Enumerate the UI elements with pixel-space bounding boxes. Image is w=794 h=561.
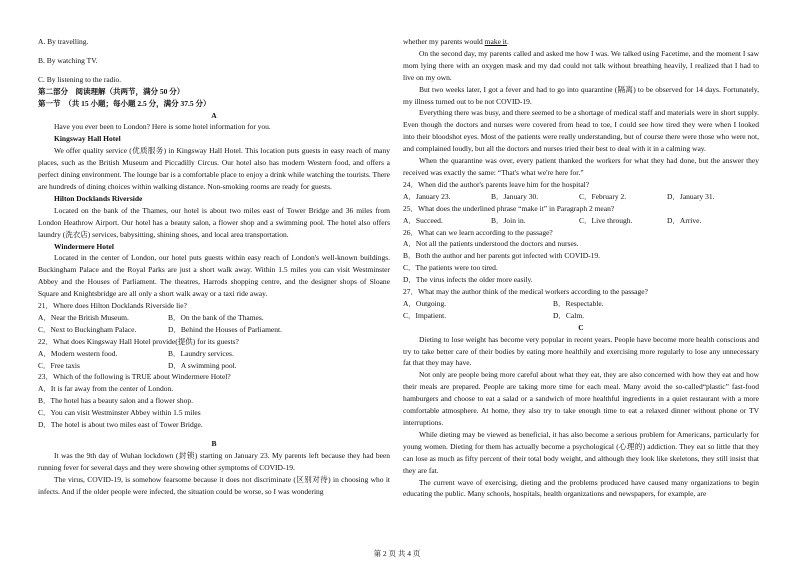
q20-option-c: C. By listening to the radio. <box>38 74 122 84</box>
page-footer: 第 2 页 共 4 页 <box>373 549 421 558</box>
q26-option-c: C．The patients were too tired. <box>403 263 498 273</box>
section1-title: 第一节 （共 15 小题；每小题 2.5 分，满分 37.5 分） <box>38 98 211 108</box>
continued-text: whether my parents would <box>403 37 485 46</box>
q27-option-a: A．Outgoing. <box>403 298 447 308</box>
question-25: 25．What does the underlined phrase “make it” in Paragraph 2 mean? <box>403 203 615 213</box>
passage-b-para5: Everything there was busy, and there seemed to be a shortage of medical staff and materials were in short supply. Even though the doctors and nurses were covered from head to toe, I could see how tired they were when I looked into their bloodshot eyes. Most of the patients were really understanding, but of course there were those who were not, and complained loudly, but all the doctors and nurses tried their best to deal with it in a calming way. <box>403 108 759 154</box>
q21-options-row2 <box>38 324 390 336</box>
hotel3-text: Located in the center of London, our hotel puts guests within easy reach of London's well-known buildings. Buckingham Palace and the Royal Parks are just a short walk away. Within 1.5 miles you can visit Westminster Abbey and the Houses of Parliament. The theatres, Harrods shopping centre, and the designer shops of Sloane Square and Knightsbridge are all only a short walk away or a taxi ride away. <box>38 253 390 299</box>
hotel2-text: Located on the bank of the Thames, our hotel is about two miles east of Tower Bridge and 36 miles from London Heathrow Airport. Our hotel has a beauty salon, a flower shop and a swimming pool. The hotel also offers laundry (洗衣店) services, babysitting, shining shoes, and local area transportation. <box>38 205 390 239</box>
left-column <box>38 36 390 498</box>
q21-option-a: A．Near the British Museum. <box>38 312 129 322</box>
q24-option-a: A．January 23. <box>403 191 451 201</box>
right-column <box>403 36 759 500</box>
passage-c-para3: While dieting may be viewed as beneficial, it has also become a serious problem for Americans, particularly for young women. Dieting for them has actually become a psychological (心理的) addiction. They eat so little that they can lose as much as fifty percent of their total body weight, and although they look like skeletons, they still insist that they are fat. <box>403 429 759 475</box>
q20-option-a: A. By travelling. <box>38 37 89 46</box>
q22-option-d: D．A swimming pool. <box>168 360 237 370</box>
passage-a-letter: A <box>211 110 217 120</box>
q24-option-d: D．January 31. <box>667 191 715 201</box>
q25-options <box>403 215 759 227</box>
q26-option-d: D．The virus infects the older more easily. <box>403 275 533 285</box>
hotel2-title: Hilton Docklands Riverside <box>54 193 143 203</box>
q27-options-row2 <box>403 310 759 322</box>
passage-b-para3: On the second day, my parents called and asked me how I was. We talked using Facetime, and the moment I saw mom lying there with an oxygen mask and my dad could not talk without breathing heavily, I realized that I had to live on my own. <box>403 48 759 82</box>
q21-option-c: C．Next to Buckingham Palace. <box>38 324 137 334</box>
q21-options-row1 <box>38 312 390 324</box>
passage-b-continued-line <box>403 36 759 48</box>
q25-option-b: B．Join in. <box>491 215 526 225</box>
q23-option-a: A．It is far away from the center of London. <box>38 384 174 394</box>
hotel1-title: Kingsway Hall Hotel <box>54 134 121 144</box>
continued-period: . <box>506 37 509 46</box>
q26-option-b: B．Both the author and her parents got infected with COVID-19. <box>403 251 601 261</box>
q23-option-b: B．The hotel has a beauty salon and a flower shop. <box>38 396 193 406</box>
q25-option-c: C．Live through. <box>579 215 633 225</box>
passage-c-para4: The current wave of exercising, dieting and the problems produced have caused many organizations to begin educating the public. Many schools, hospitals, health organizations and newspapers, for example, are <box>403 477 759 499</box>
passage-b-para4: But two weeks later, I got a fever and had to go into quarantine (隔离) to be observed for 14 days. Fortunately, my illness turned out to be not COVID-19. <box>403 84 759 106</box>
q27-option-b: B．Respectable. <box>553 298 604 308</box>
passage-c-para1: Dieting to lose weight has become very popular in recent years. People have become more health conscious and try to take better care of their bodies by eating more healthily and exercising more regularly to lose any unnecessary fat that they may have. <box>403 334 759 368</box>
q21-option-d: D．Behind the Houses of Parliament. <box>168 324 282 334</box>
q27-option-c: C．Impatient. <box>403 310 447 320</box>
q24-options <box>403 191 759 203</box>
underlined-phrase: make it <box>484 37 507 46</box>
q22-options-row1 <box>38 348 390 360</box>
q25-option-a: A．Succeed. <box>403 215 443 225</box>
passage-a-intro: Have you ever been to London? Here is some hotel information for you. <box>54 122 271 132</box>
passage-b-para1: It was the 9th day of Wuhan lockdown (封锁) starting on January 23. My parents left because they had been running fever for several days and they were showing other symptoms of COVID-19. <box>38 450 390 472</box>
q23-option-d: D．The hotel is about two miles east of Tower Bridge. <box>38 420 203 430</box>
q20-option-b: B. By watching TV. <box>38 55 98 65</box>
question-23: 23．Which of the following is TRUE about Windermere Hotel? <box>38 372 231 382</box>
question-22: 22．What does Kingsway Hall Hotel provide(提供) for its guests? <box>38 336 239 346</box>
q26-option-a: A．Not all the patients understood the doctors and nurses. <box>403 239 579 249</box>
q22-options-row2 <box>38 360 390 372</box>
q21-option-b: B．On the bank of the Thames. <box>168 312 264 322</box>
q22-option-c: C．Free taxis <box>38 360 80 370</box>
q27-option-d: D．Calm. <box>553 310 585 320</box>
passage-c-letter: C <box>578 322 584 332</box>
q22-option-a: A．Modern western food. <box>38 348 118 358</box>
part2-title: 第二部分 阅读理解（共两节，满分 50 分） <box>38 86 185 96</box>
question-27: 27．What may the author think of the medical workers according to the passage? <box>403 287 648 297</box>
passage-b-para2: The virus, COVID-19, is somehow fearsome because it does not discriminate (区别对待) in choosing who it infects. And if the older people were infected, the situation could be worse, so I was wondering <box>38 474 390 496</box>
q23-option-c: C．You can visit Westminster Abbey within 1.5 miles <box>38 408 201 418</box>
q24-option-b: B．January 30. <box>491 191 539 201</box>
passage-b-para6: When the quarantine was over, every patient thanked the workers for what they had done, but the answer they received was exactly the same: “That's what we're here for.” <box>403 156 759 177</box>
q24-option-c: C．February 2. <box>579 191 627 201</box>
passage-c-para2: Not only are people being more careful about what they eat, they are also concerned with how they eat and how their meals are prepared. People are taking more time for each meal. Many avoid the so-called“plastic” fast-food hamburgers and choose to eat a salad or a sandwich of more healthful ingredients in a quiet restaurant with a more comfortable atmosphere. At home, they also try to take enough time to eat a relaxed dinner without phone or TV interruptions. <box>403 370 759 427</box>
passage-b-letter: B <box>211 439 217 448</box>
question-26: 26．What can we learn according to the passage? <box>403 227 553 237</box>
question-21: 21．Where does Hilton Docklands Riverside lie? <box>38 301 187 311</box>
hotel1-text: We offer quality service (优质服务) in Kingsway Hall Hotel. This location puts guests in easy reach of many places, such as the British Museum and Piccadilly Circus. Our hotel also has modern Western food, and offers a perfect dining environment. The lounge bar is a comfortable place to enjoy a drink while watching the tourists. There are hundreds of dining choices within walking distance. Non-smoking rooms are ready for guests. <box>38 146 390 191</box>
q27-options-row1 <box>403 298 759 310</box>
question-24: 24．When did the author's parents leave him for the hospital? <box>403 179 590 189</box>
q25-option-d: D．Arrive. <box>667 215 702 225</box>
hotel3-title: Windermere Hotel <box>54 241 114 251</box>
q22-option-b: B．Laundry services. <box>168 348 234 358</box>
